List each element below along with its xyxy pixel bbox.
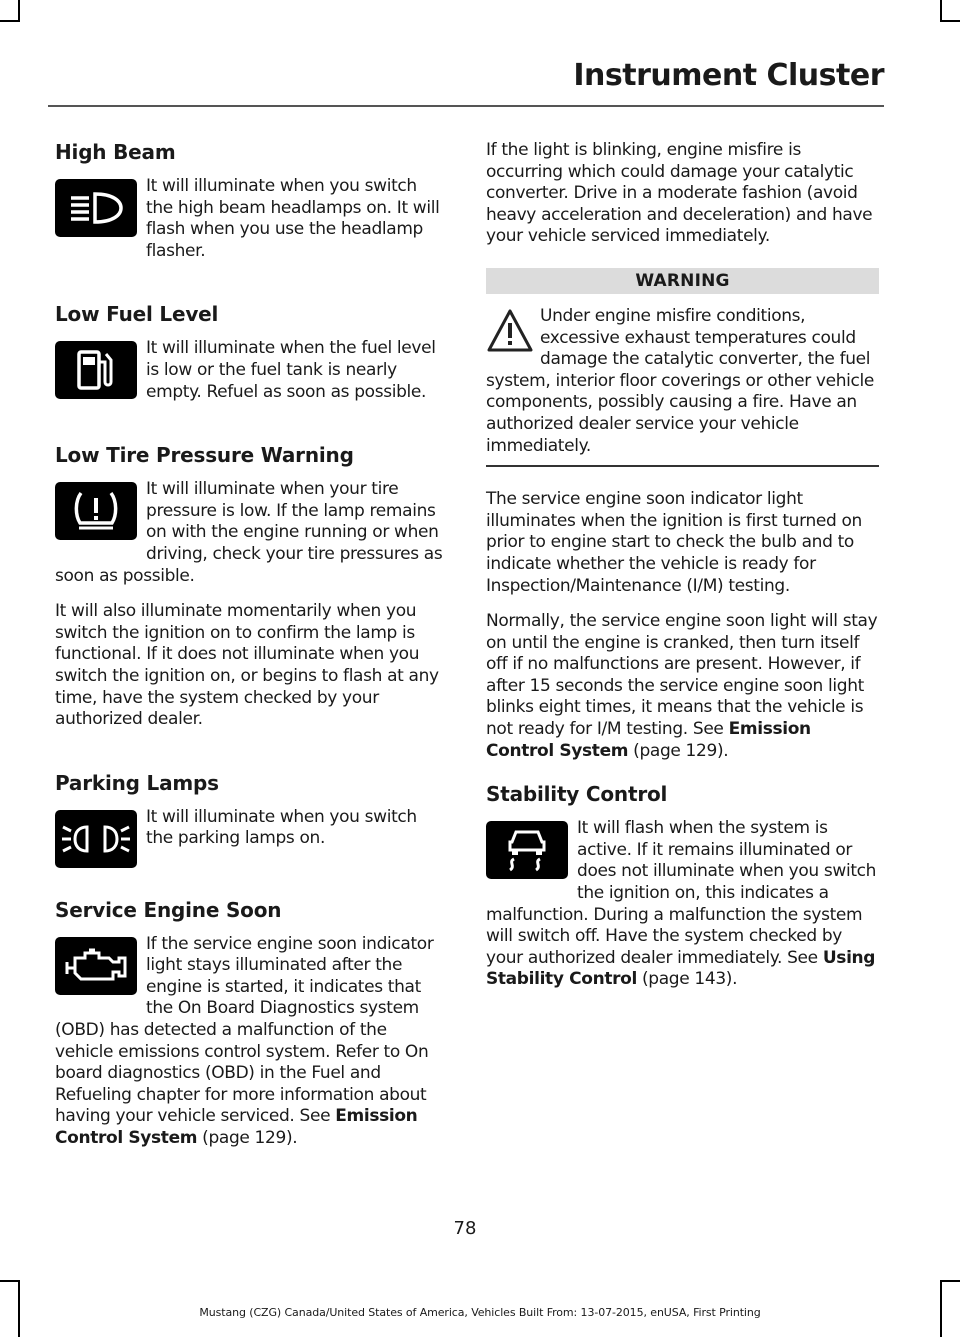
section-tire-pressure <box>55 443 447 745</box>
section-title: Stability Control <box>486 782 668 807</box>
indicator-paragraph: The service engine soon indicator light illuminates when the ignition is first turned on prior to engine start to check the bulb and to indicate whether the vehicle is ready for Inspection/Maintenance (I/M) testing. <box>486 489 862 596</box>
crop-mark <box>940 0 942 22</box>
section-title: Service Engine Soon <box>55 897 282 922</box>
page-number: 78 <box>453 1218 477 1239</box>
section-title: High Beam <box>55 140 176 164</box>
header-divider <box>48 105 884 107</box>
crop-mark <box>0 1280 20 1282</box>
warning-text: Under engine misfire conditions, excessive exhaust temperatures could damage the catalytic converter, the fuel system, interior floor coverings or other vehicle components, possibly causing a fire. Have an authorized dealer service your vehicle immediately. <box>486 305 874 456</box>
section-text: It will illuminate when your tire pressure is low. If the lamp remains on with the engine running or when driving, check your tire pressures as soon as possible. <box>55 479 443 586</box>
section-text: If the service engine soon indicator light stays illuminated after the engine is started, it indicates that the On Board Diagnostics system (OBD) has detected a malfunction of the vehicle emissions control system. Refer to On board diagnostics (OBD) in the Fuel and Refueling chapter for more information about having your vehicle serviced. See Emission Control System (page 129). <box>55 933 434 1149</box>
check-engine-icon <box>55 937 137 995</box>
cross-reference-link[interactable]: Emission Control System <box>55 1106 418 1149</box>
warning-block <box>486 306 879 467</box>
left-column <box>55 140 447 1190</box>
section-text: It will flash when the system is active. If it remains illuminated or does not illuminate when you switch the ignition on, this indicates a malfunction. During a malfunction the system will switch off. Have the system checked by your authorized dealer immediately. See Using Stability Control (page 143). <box>486 818 877 990</box>
tire-pressure-icon <box>55 482 137 540</box>
crop-mark <box>940 1280 960 1282</box>
high-beam-icon <box>55 179 137 237</box>
section-high-beam <box>55 140 447 276</box>
section-text: It will illuminate when you switch the parking lamps on. <box>146 806 417 849</box>
warning-triangle-icon <box>486 308 534 362</box>
cross-reference-link[interactable]: Emission Control System <box>486 719 811 761</box>
crop-mark <box>940 20 960 22</box>
parking-lamps-icon <box>55 810 137 868</box>
section-text: It will also illuminate momentarily when you switch the ignition on to confirm the lamp is functional. If it does not illuminate when you switch the ignition on, or begins to flash at any time, have the system checked by your authorized dealer. <box>55 601 439 730</box>
crop-mark <box>0 20 20 22</box>
section-text: It will illuminate when the fuel level is low or the fuel tank is nearly empty. Refuel as soon as possible. <box>146 338 436 402</box>
warning-heading: WARNING <box>486 268 879 294</box>
section-title: Parking Lamps <box>55 770 219 795</box>
right-column <box>486 140 879 1031</box>
footer-text: Mustang (CZG) Canada/United States of America, Vehicles Built From: 13-07-2015, enUSA, First Printing <box>199 1306 761 1319</box>
fuel-pump-icon <box>55 341 137 399</box>
indicator-paragraph: Normally, the service engine soon light will stay on until the engine is cranked, then turn itself off if no malfunctions are present. However, if after 15 seconds the service engine soon light blinks eight times, it means that the vehicle is not ready for I/M testing. See Emission Control System (page 129). <box>486 611 878 761</box>
page-title: Instrument Cluster <box>573 58 884 93</box>
section-service-engine <box>55 898 447 1164</box>
crop-mark <box>18 0 20 22</box>
section-title: Low Tire Pressure Warning <box>55 443 354 468</box>
section-stability-control <box>486 782 879 1005</box>
section-low-fuel <box>55 302 447 417</box>
stability-control-icon <box>486 821 568 879</box>
misfire-text: If the light is blinking, engine misfire is occurring which could damage your catalytic converter. Drive in a moderate fashion (avoid heavy acceleration and deceleration) and have your vehicle serviced immediately. <box>486 140 873 247</box>
cross-reference-link[interactable]: Using Stability Control <box>486 947 876 990</box>
section-title: Low Fuel Level <box>55 302 219 327</box>
section-text: It will illuminate when you switch the high beam headlamps on. It will flash when you use the headlamp flasher. <box>146 176 440 261</box>
section-parking-lamps <box>55 771 447 872</box>
